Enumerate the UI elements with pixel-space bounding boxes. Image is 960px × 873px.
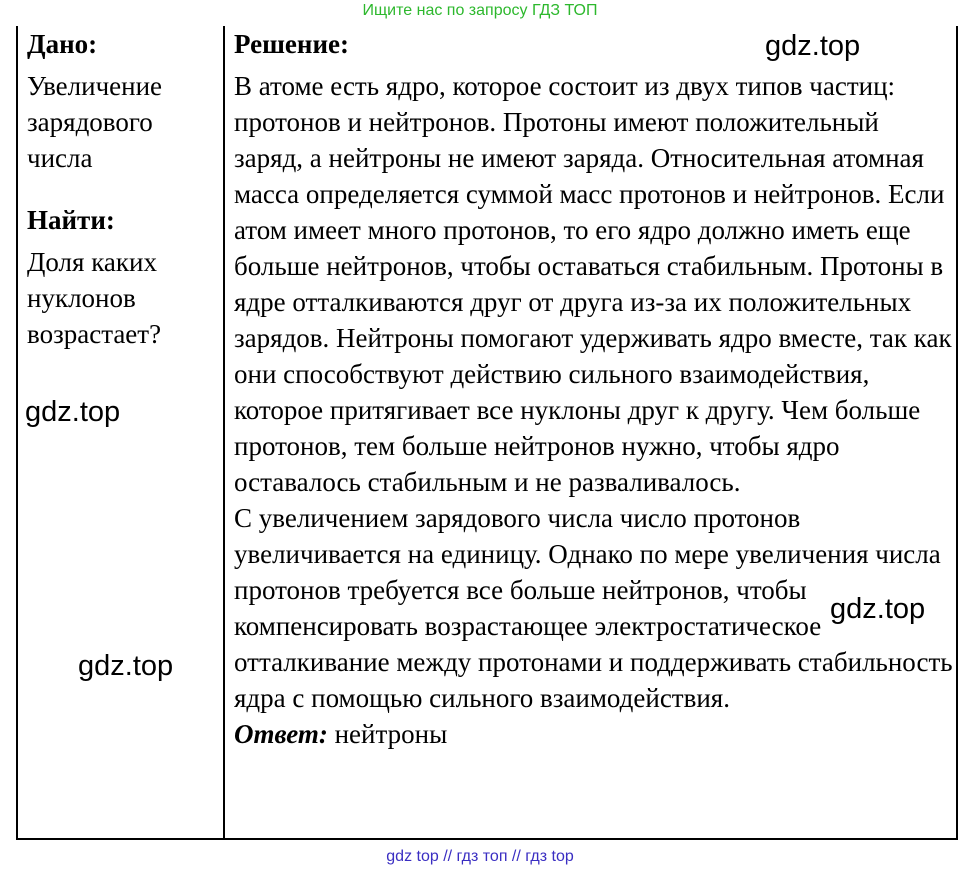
top-banner: Ищите нас по запросу ГДЗ ТОП [362,2,598,19]
given-heading: Дано: [27,29,98,59]
column-divider [223,26,225,838]
watermark-1: gdz.top [765,30,861,62]
solution-paragraph-2: С увеличением зарядового числа число протонов увеличивается на единицу. Однако по мере увеличения числа протонов требуется все больше нейтронов, чтобы компенсировать возрастающее электростатическое отталкивание между протонами и поддерживать стабильность ядра с помощью сильного взаимодействия. [234,503,953,713]
answer-line [234,716,954,752]
watermark-4: gdz.top [78,650,174,682]
solution-paragraph-1: В атоме есть ядро, которое состоит из двух типов частиц: протонов и нейтронов. Протоны имеют положительный заряд, а нейтроны не имеют заряда. Относительная атомная масса определяется суммой масс протонов и нейтронов. Если атом имеет много протонов, то его ядро должно иметь еще больше нейтронов, чтобы оставаться стабильным. Протоны в ядре отталкиваются друг от друга из-за их положительных зарядов. Нейтроны помогают удерживать ядро вместе, так как они способствуют действию сильного взаимодействия, которое притягивает все нуклоны друг к другу. Чем больше протонов, тем больше нейтронов нужно, чтобы ядро оставалось стабильным и не разваливалось. [234,71,952,497]
spacer [27,176,217,202]
watermark-2: gdz.top [25,396,121,428]
bottom-banner: gdz top // гдз топ // гдз top [386,848,574,865]
given-text: Увеличение зарядового числа [27,71,163,173]
find-text: Доля каких нуклонов возрастает? [27,247,162,349]
watermark-3: gdz.top [830,593,926,625]
given-column [27,26,217,352]
answer-label: Ответ: [234,719,328,749]
find-heading: Найти: [27,205,115,235]
answer-value: нейтроны [334,719,448,749]
solution-column [234,26,954,752]
solution-table [16,26,958,840]
solution-heading: Решение: [234,29,349,59]
